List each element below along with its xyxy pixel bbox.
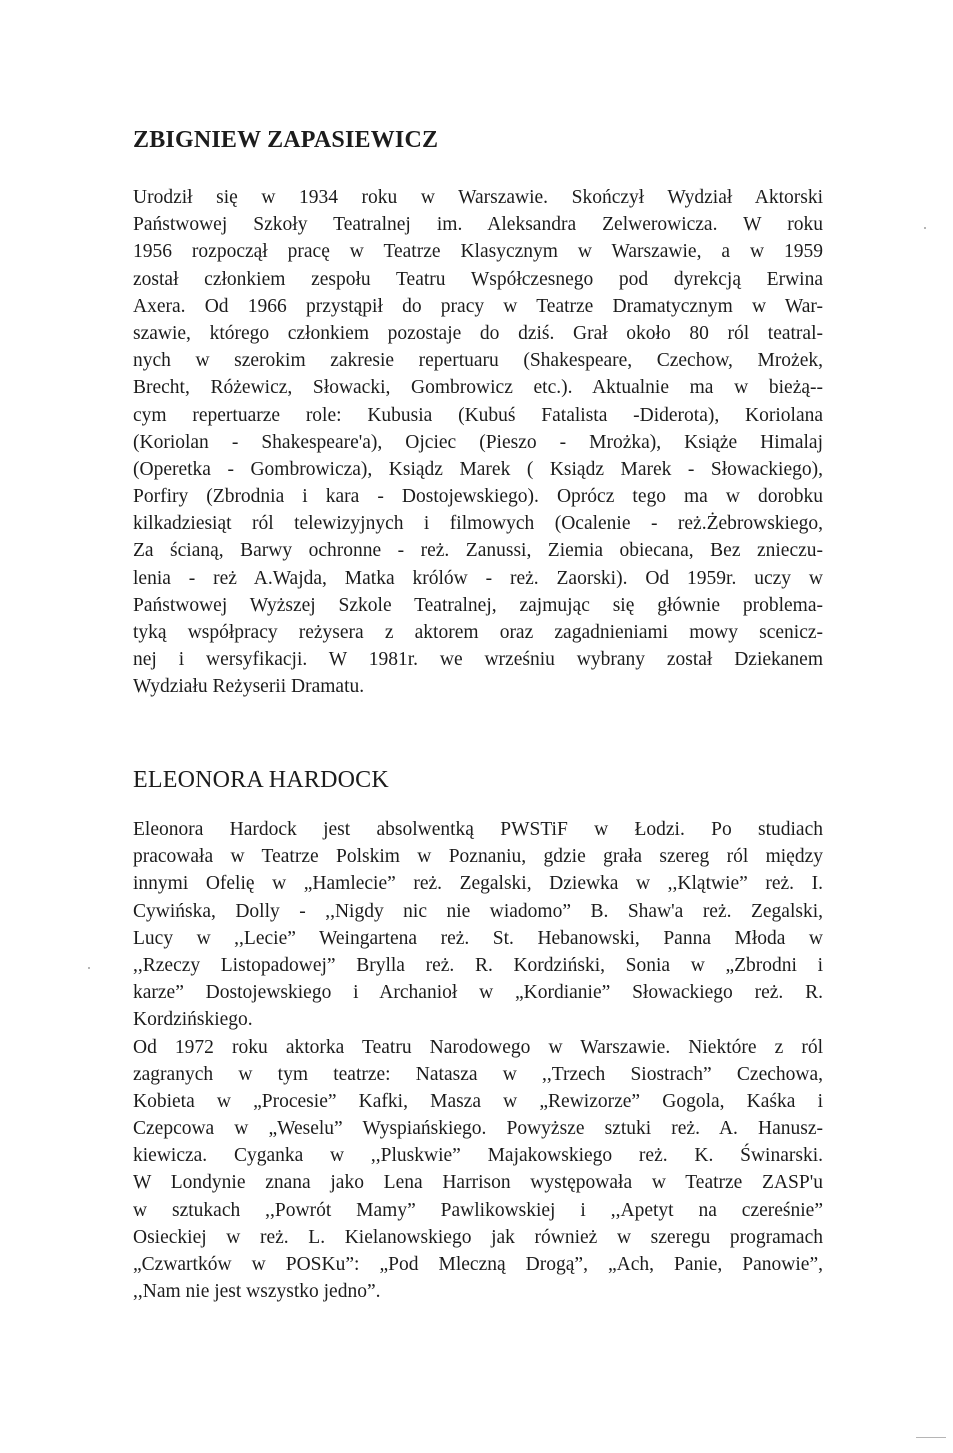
text-line: karze” Dostojewskiego i Archanioł w „Kordianie” Słowackiego reż. R. [133, 982, 823, 1004]
text-line: Od 1972 roku aktorka Teatru Narodowego w Warszawie. Niektóre z ról [133, 1036, 823, 1058]
text-line: innymi Ofelię w „Hamlecie” reż. Zegalski, Dziewka w ,,Klątwie” reż. I. [133, 873, 823, 895]
scan-speck [924, 227, 926, 229]
text-line: został członkiem zespołu Teatru Współczesnego pod dyrekcją Erwina [133, 268, 823, 290]
text-line: Lucy w ,,Lecie” Weingartena reż. St. Hebanowski, Panna Młoda w [133, 927, 823, 949]
text-line: Urodził się w 1934 roku w Warszawie. Skończył Wydział Aktorski [133, 187, 823, 208]
text-line: Cywińska, Dolly - ,,Nigdy nic nie wiadomo” B. Shaw'a reż. Zegalski, [133, 900, 823, 922]
text-line: kiewicza. Cyganka w ,,Pluskwie” Majakowskiego reż. K. Świnarski. [133, 1145, 823, 1167]
text-line: Porfiry (Zbrodnia i kara - Dostojewskiego). Oprócz tego ma w dorobku [133, 486, 823, 508]
text-line: szawie, którego członkiem pozostaje do dziś. Grał około 80 ról teatral- [133, 322, 823, 344]
text-line: w sztukach ,,Powrót Mamy” Pawlikowskiej i ,,Apetyt na czereśnie” [133, 1199, 823, 1221]
text-line: Brecht, Różewicz, Słowacki, Gombrowicz etc.). Aktualnie ma w bieżą-- [133, 377, 823, 399]
section-heading: ZBIGNIEW ZAPASIEWICZ [133, 127, 439, 153]
section-body [133, 816, 823, 1305]
text-line: Państwowej Szkoły Teatralnej im. Aleksandra Zelwerowicza. W roku [133, 214, 823, 236]
text-line: Wydziału Reżyserii Dramatu. [133, 676, 365, 698]
text-line: Państwowej Wyższej Szkole Teatralnej, zajmując się głównie problema- [133, 594, 823, 616]
text-line: tyką współpracy reżysera z aktorem oraz zagadnieniami mowy scenicz- [133, 622, 823, 643]
text-line: kilkadziesiąt ról telewizyjnych i filmowych (Ocalenie - reż.Żebrowskiego, [133, 513, 823, 535]
text-line: Za ścianą, Barwy ochronne - reż. Zanussi, Ziemia obiecana, Bez znieczu- [133, 540, 823, 562]
bio-eleonora-hardock [133, 764, 823, 1303]
text-line: Czepcowa w „Weselu” Wyspiańskiego. Powyższe sztuki reż. A. Hanusz- [133, 1118, 823, 1140]
bio-zbigniew-zapasiewicz [133, 124, 823, 698]
section-heading: ELEONORA HARDOCK [133, 767, 389, 793]
text-line: W Londynie znana jako Lena Harrison występowała w Teatrze ZASP'u [133, 1172, 823, 1194]
text-line: pracowała w Teatrze Polskim w Poznaniu, gdzie grała szereg ról między [133, 846, 823, 868]
text-line: ,,Rzeczy Listopadowej” Brylla reż. R. Kordziński, Sonia w „Zbrodni i [133, 954, 823, 976]
text-line: lenia - reż A.Wajda, Matka królów - reż. Zaorski). Od 1959r. uczy w [133, 567, 823, 589]
text-line: (Operetka - Gombrowicza), Ksiądz Marek ( Ksiądz Marek - Słowackiego), [133, 458, 823, 480]
text-line: nych w szerokim zakresie repertuaru (Shakespeare, Czechow, Mrożek, [133, 350, 823, 372]
text-line: Kobieta w „Procesie” Kafki, Masza w „Rewizorze” Gogola, Kaśka i [133, 1090, 823, 1112]
scan-speck [88, 967, 90, 969]
section-body [133, 184, 823, 701]
text-line: 1956 rozpoczął pracę w Teatrze Klasycznym w Warszawie, a w 1959 [133, 241, 823, 263]
scan-edge-mark [916, 1437, 946, 1438]
text-line: Eleonora Hardock jest absolwentką PWSTiF w Łodzi. Po studiach [133, 819, 823, 840]
text-line: Axera. Od 1966 przystąpił do pracy w Teatrze Dramatycznym w War- [133, 295, 823, 317]
text-line: cym repertuarze role: Kubusia (Kubuś Fatalista -Diderota), Koriolana [133, 404, 823, 426]
text-line: Kordzińskiego. [133, 1009, 253, 1031]
text-line: ,,Nam nie jest wszystko jedno”. [133, 1281, 381, 1303]
text-line: nej i wersyfikacji. W 1981r. we wrześniu wybrany został Dziekanem [133, 649, 823, 671]
text-line: zagranych w tym teatrze: Natasza w ,,Trzech Siostrach” Czechowa, [133, 1063, 823, 1085]
text-line: (Koriolan - Shakespeare'a), Ojciec (Pieszo - Mrożka), Książe Himalaj [133, 431, 823, 453]
text-line: Osieckiej w reż. L. Kielanowskiego jak również w szeregu programach [133, 1226, 823, 1248]
text-line: „Czwartków w POSKu”: „Pod Mleczną Drogą”, „Ach, Panie, Panowie”, [133, 1254, 823, 1275]
